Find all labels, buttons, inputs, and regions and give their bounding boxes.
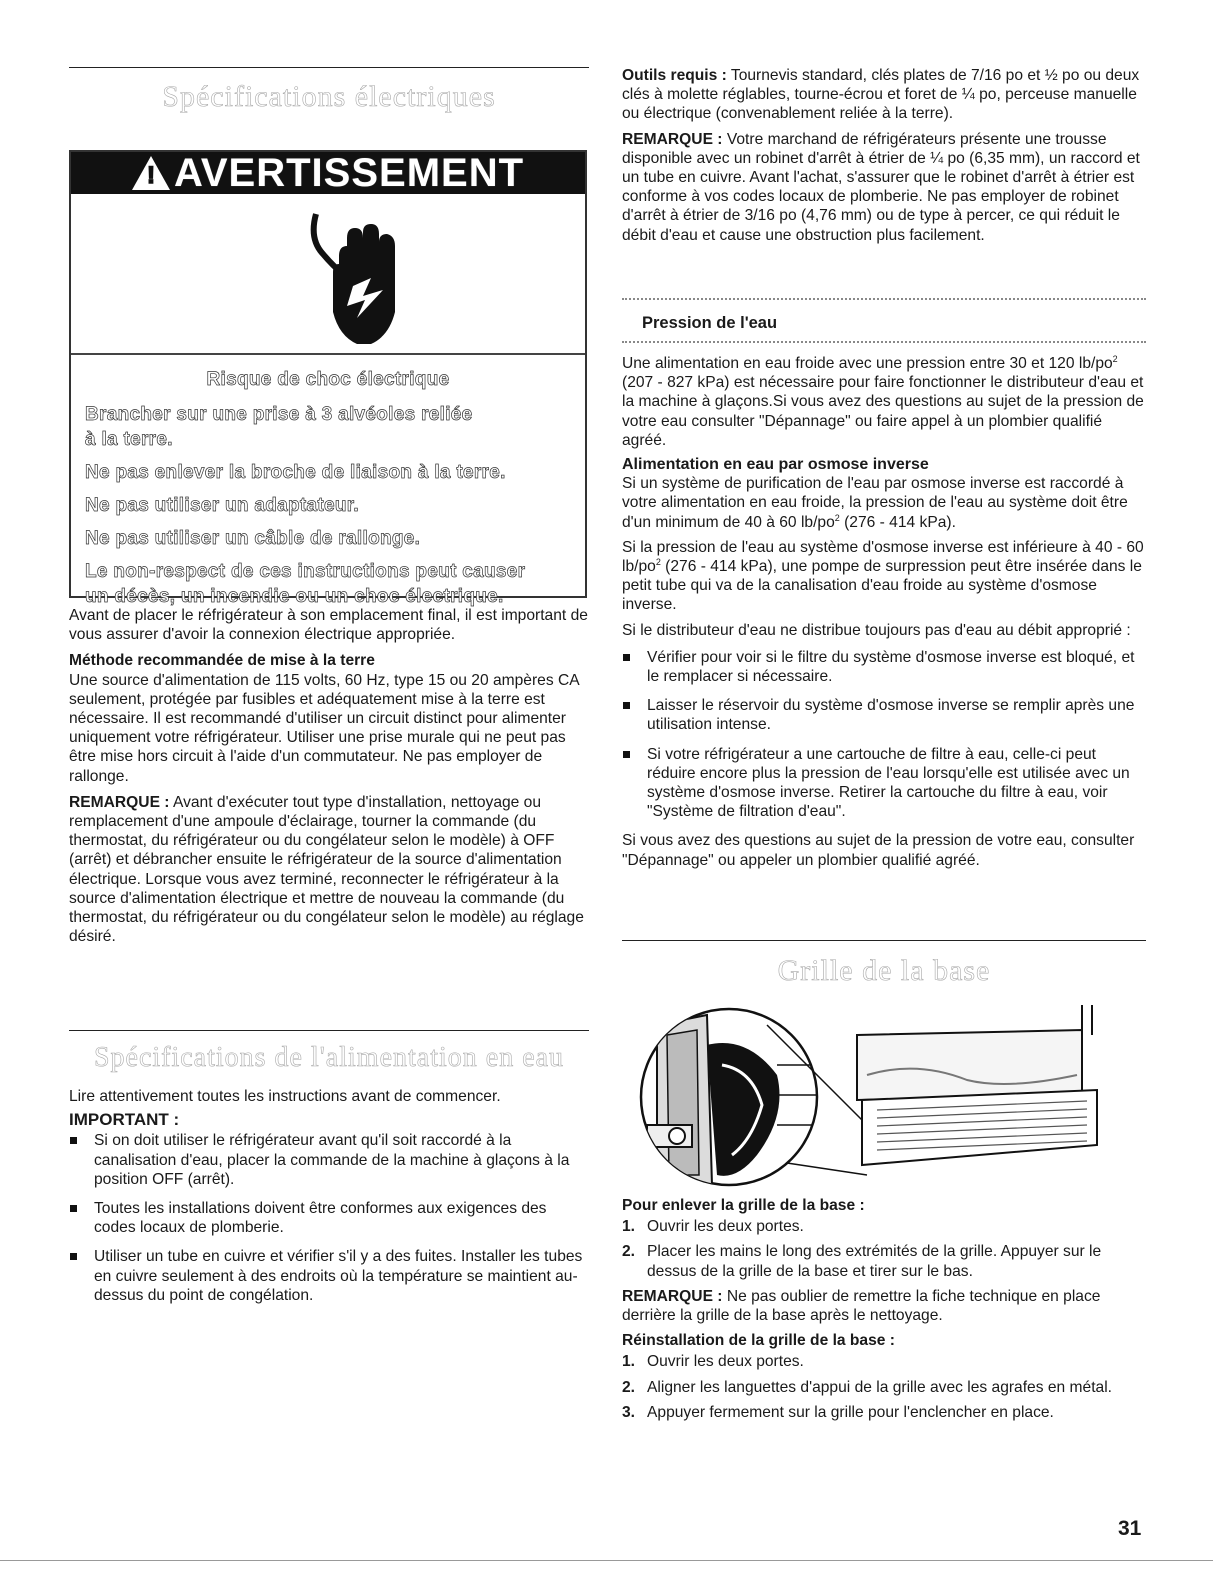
list-item: Vérifier pour voir si le filtre du système d'osmose inverse est bloqué, et le remplacer si nécessaire. xyxy=(622,648,1146,686)
tools-block xyxy=(622,66,1146,245)
step-number: 1. xyxy=(622,1218,636,1236)
section-title-water: Spécifications de l'alimentation en eau xyxy=(93,1042,565,1073)
superscript: 2 xyxy=(1112,353,1118,364)
read-instructions: Lire attentivement toutes les instructions avant de commencer. xyxy=(69,1088,501,1105)
ro-paragraph: Si vous avez des questions au sujet de la pression de votre eau, consulter "Dépannage" ou appeler un plombier qualifié agréé. xyxy=(622,832,1135,869)
warning-line: à la terre. xyxy=(85,429,173,450)
remove-heading: Pour enlever la grille de la base : xyxy=(622,1197,865,1214)
tools-paragraph xyxy=(622,66,1146,124)
warning-line: Ne pas utiliser un câble de rallonge. xyxy=(85,528,421,549)
base-grille-illustration xyxy=(637,1005,1107,1190)
warning-header xyxy=(71,152,585,194)
grille-text xyxy=(622,1196,1146,1422)
list-item xyxy=(622,1403,1146,1422)
warning-header-text: AVERTISSEMENT xyxy=(173,150,525,195)
section-rule xyxy=(622,940,1146,941)
list-item: Utiliser un tube en cuivre et vérifier s'il y a des fuites. Installer les tubes en cuivre seulement à des endroits où la température se maintient au-dessus du point de congélation. xyxy=(69,1247,589,1305)
step-text: Appuyer fermement sur la grille pour l'enclencher en place. xyxy=(647,1403,1054,1421)
section-title-grille: Grille de la base xyxy=(777,954,991,987)
warning-line: Ne pas enlever la broche de liaison à la terre. xyxy=(85,462,506,483)
water-spec-text xyxy=(69,1087,589,1305)
important-label: IMPORTANT : xyxy=(69,1110,180,1130)
note-label: REMARQUE : xyxy=(622,130,723,148)
dotted-rule xyxy=(622,341,1146,343)
note-paragraph xyxy=(622,130,1146,245)
warning-line: un décès, un incendie ou un choc électrique. xyxy=(85,586,504,607)
step-number: 3. xyxy=(622,1403,636,1421)
list-item: Toutes les installations doivent être conformes aux exigences des codes locaux de plomberie. xyxy=(69,1199,589,1237)
step-number: 2. xyxy=(622,1243,636,1261)
superscript: 2 xyxy=(655,556,661,567)
ro-text-b: (276 - 414 kPa). xyxy=(839,513,956,531)
warning-line: Le non-respect de ces instructions peut causer xyxy=(85,561,526,582)
warning-title: Risque de choc électrique xyxy=(206,369,450,390)
note-label: REMARQUE : xyxy=(69,793,170,811)
top-rule xyxy=(69,67,589,68)
warning-line: Brancher sur une prise à 3 alvéoles reliée xyxy=(85,404,473,425)
dotted-rule xyxy=(622,298,1146,300)
ro-paragraph: Si le distributeur d'eau ne distribue toujours pas d'eau au débit approprié : xyxy=(622,621,1131,639)
tools-text: Tournevis standard, clés plates de 7/16 po et ½ po ou deux clés à molette réglables, tourne-écrou et foret de ¼ po, perceuse manuelle ou électrique (convenablement reliée à la terre). xyxy=(622,67,1140,123)
method-heading: Méthode recommandée de mise à la terre xyxy=(69,652,375,670)
note-text: Ne pas oublier de remettre la fiche technique en place derrière la grille de la base après le nettoyage. xyxy=(622,1287,1101,1325)
note-text: Avant d'exécuter tout type d'installation, nettoyage ou remplacement d'une ampoule d'éclairage, tourner la commande (du thermostat, du réfrigérateur ou du congélateur selon le modèle) à OFF (arrêt) et débrancher ensuite le réfrigérateur de la source d'alimentation électrique. Lorsque vous avez terminé, reconnecter le réfrigérateur à la source d'alimentation électrique et mettre de nouveau la commande (du thermostat, du réfrigérateur ou du congélateur selon le modèle) au réglage désiré. xyxy=(69,793,584,946)
ro-text-b: (276 - 414 kPa), une pompe de surpression peut être insérée dans le petit tube qui va de la canalisation d'eau froide au système d'osmose inverse. xyxy=(622,558,1142,614)
pressure-text-b: (207 - 827 kPa) est nécessaire pour faire fonctionner le distributeur d'eau et la machine à glaçons.Si vous avez des questions au sujet de la pression de votre eau consulter "Dépannage" ou faire appel à un plombier qualifié agréé. xyxy=(622,374,1144,449)
ro-paragraph xyxy=(622,474,1146,532)
step-number: 1. xyxy=(622,1353,636,1371)
warning-box xyxy=(69,150,587,607)
intro-paragraph: Avant de placer le réfrigérateur à son emplacement final, il est important de vous assurer d'avoir la connexion électrique appropriée. xyxy=(69,607,588,644)
note-paragraph xyxy=(69,793,589,947)
pressure-paragraph xyxy=(622,354,1146,450)
note-text: Votre marchand de réfrigérateurs présente une trousse disponible avec un robinet d'arrêt à étrier de ¼ po (6,35 mm), un raccord et un tube en cuivre. Avant l'achat, s'assurer que le robinet d'arrêt à étrier est conforme à vos codes locaux de plomberie. Ne pas employer de robinet d'arrêt à étrier de 3/16 po (4,76 mm) ou de type à percer, ce qui réduit le débit d'eau et cause une obstruction plus facilement. xyxy=(622,130,1140,244)
pressure-heading: Pression de l'eau xyxy=(642,314,778,332)
ro-text-a: Si la pression de l'eau au système d'osmose inverse est inférieure à 40 - 60 lb/po xyxy=(622,538,1144,576)
ro-heading: Alimentation en eau par osmose inverse xyxy=(622,456,929,474)
superscript: 2 xyxy=(834,512,840,523)
bottom-edge-rule xyxy=(0,1560,1213,1561)
list-item xyxy=(622,1378,1146,1397)
section-rule xyxy=(69,1030,589,1031)
step-number: 2. xyxy=(622,1378,636,1396)
warning-triangle-icon xyxy=(132,156,170,190)
list-item xyxy=(622,1352,1146,1371)
list-item: Laisser le réservoir du système d'osmose inverse se remplir après une utilisation intense. xyxy=(622,696,1146,734)
reinstall-heading: Réinstallation de la grille de la base : xyxy=(622,1332,895,1350)
pressure-text xyxy=(622,354,1146,870)
ro-paragraph xyxy=(622,538,1146,615)
warning-line: Ne pas utiliser un adaptateur. xyxy=(85,495,360,516)
ro-text-a: Si un système de purification de l'eau par osmose inverse est raccordé à votre alimentation en eau froide, la pression de l'eau au système doit être d'un minimum de 40 à 60 lb/po xyxy=(622,475,1128,531)
step-text: Ouvrir les deux portes. xyxy=(647,1353,804,1371)
page-number: 31 xyxy=(1118,1517,1142,1540)
pressure-text-a: Une alimentation en eau froide avec une pression entre 30 et 120 lb/po xyxy=(622,355,1113,372)
step-text: Placer les mains le long des extrémités de la grille. Appuyer sur le dessus de la grille de la base et tirer sur le bas. xyxy=(647,1243,1102,1280)
step-text: Aligner les languettes d'appui de la grille avec les agrafes en métal. xyxy=(647,1378,1113,1396)
list-item: Si on doit utiliser le réfrigérateur avant qu'il soit raccordé à la canalisation d'eau, placer la commande de la machine à glaçons à la position OFF (arrêt). xyxy=(69,1131,589,1189)
list-item xyxy=(622,1217,1146,1236)
note-label: REMARQUE : xyxy=(622,1287,723,1305)
note-paragraph xyxy=(622,1287,1146,1325)
list-item: Si votre réfrigérateur a une cartouche de filtre à eau, celle-ci peut réduire encore plus la pression de l'eau lorsqu'elle est utilisée avec un système d'osmose inverse. Retirer la cartouche du filtre à eau, voir "Système de filtration d'eau". xyxy=(622,745,1146,822)
electrical-text xyxy=(69,606,589,946)
electric-shock-hand-icon xyxy=(71,194,581,349)
tools-label: Outils requis : xyxy=(622,67,727,84)
step-text: Ouvrir les deux portes. xyxy=(647,1218,804,1236)
section-title-electrical: Spécifications électriques xyxy=(162,80,496,113)
method-paragraph: Une source d'alimentation de 115 volts, 60 Hz, type 15 ou 20 ampères CA seulement, protégée par fusibles et adéquatement mise à la terre est nécessaire. Il est recommandé d'utiliser un circuit distinct pour alimenter uniquement votre réfrigérateur. Utiliser une prise murale qui ne peut pas être mise hors circuit à l'aide d'un commutateur. Ne pas employer de rallonge. xyxy=(69,671,579,785)
list-item xyxy=(622,1242,1146,1280)
